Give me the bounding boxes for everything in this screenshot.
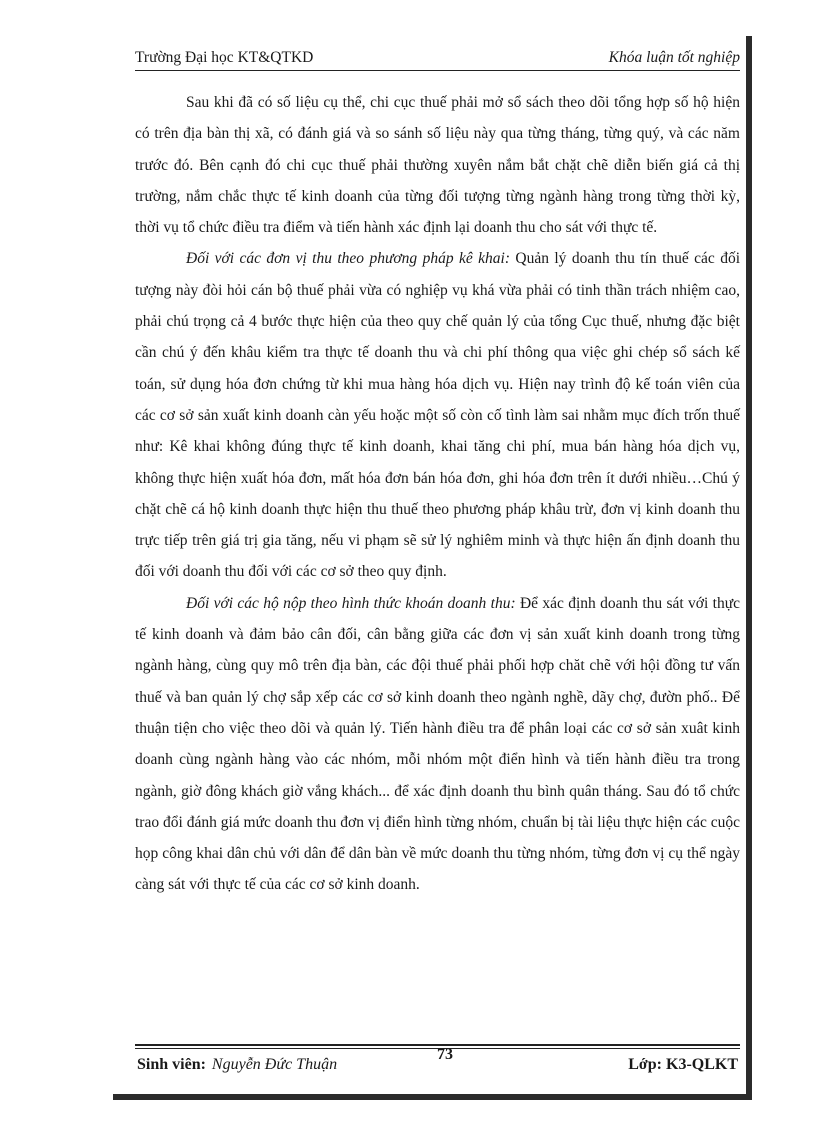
- paragraph-2-lead: Đối với các đơn vị thu theo phương pháp kê khai:: [186, 250, 510, 268]
- paragraph-2-text: Quản lý doanh thu tín thuế các đối tượng này đòi hỏi cán bộ thuế phải vừa có nghiệp vụ khá vừa phải có tinh thần trách nhiệm cao, phải chú trọng cả 4 bước thực hiện của theo quy chế quản lý của tổng Cục thuế, nhưng đặc biệt cần chú ý đến khâu kiểm tra thực tế doanh thu và chi phí thông qua việc ghi chép sổ sách kế toán, sử dụng hóa đơn chứng từ khi mua hàng hóa dịch vụ. Hiện nay trình độ kế toán viên của các cơ sở sản xuất kinh doanh càn yếu hoặc một số còn cố tình làm sai nhằm mục đích trốn thuế như: Kê khai không đúng thực tế kinh doanh, khai tăng chi phí, mua bán hàng hóa dịch vụ, không thực hiện xuất hóa đơn, mất hóa đơn bán hóa đơn, ghi hóa đơn trên ít dưới nhiều…Chú ý chặt chẽ cá hộ kinh doanh thực hiện thu thuế theo phương pháp khâu trừ, đơn vị kinh doanh thu trực tiếp trên giá trị gia tăng, nếu vi phạm sẽ sử lý nghiêm minh và thực hiện ấn định doanh thu đối với doanh thu đối với các cơ sở theo quy định.: [135, 250, 740, 581]
- paragraph-1-text: Sau khi đã có số liệu cụ thể, chi cục thuế phải mở sổ sách theo dõi tổng hợp số hộ hiện có trên địa bàn thị xã, có đánh giá và so sánh số liệu này qua từng tháng, từng quý, và các năm trước đó. Bên cạnh đó chi cục thuế phải thường xuyên nắm bắt chặt chẽ diễn biến giá cả thị trường, nắm chắc thực tế kinh doanh của từng đối tượng từng ngành hàng trong từng thời kỳ, thời vụ tổ chức điều tra điểm và tiến hành xác định lại doanh thu cho sát với thực tế.: [135, 94, 740, 237]
- paragraph-3-text: Để xác định doanh thu sát với thực tế kinh doanh và đảm bảo cân đối, cân bằng giữa các đơn vị sản xuất kinh doanh trong từng ngành hàng, cùng quy mô trên địa bàn, các đội thuế phải phối hợp chăt chẽ với hội đồng tư vấn thuế và ban quản lý chợ sắp xếp các cơ sở kinh doanh theo ngành nghề, dãy chợ, đườn phố.. Để thuận tiện cho việc theo dõi và quản lý. Tiến hành điều tra để phân loại các cơ sở sản xuât kinh doanh cùng ngành hàng vào các nhóm, mỗi nhóm một điển hình và tiến hành điều tra trong ngành, giờ đông khách giờ vắng khách... để xác định doanh thu bình quân tháng. Sau đó tổ chức trao đổi đánh giá mức doanh thu đơn vị điển hình từng nhóm, chuẩn bị tài liệu thực hiện các cuộc họp công khai dân chủ với dân để dân bàn về mức doanh thu từng nhóm, từng đơn vị cụ thể ngày càng sát với thực tế của các cơ sở kinh doanh.: [135, 594, 740, 894]
- footer-class: Lớp: K3-QLKT: [628, 1056, 738, 1073]
- page-number: 73: [437, 1046, 453, 1063]
- paragraph-2: [135, 243, 740, 587]
- footer-student-label: Sinh viên:: [137, 1056, 206, 1073]
- page-footer: [135, 1046, 740, 1080]
- header-school: Trường Đại học KT&QTKD: [135, 49, 314, 66]
- footer-student-name: Nguyễn Đức Thuận: [211, 1056, 338, 1073]
- paragraph-3: [135, 588, 740, 901]
- paragraph-1: [135, 87, 740, 243]
- page-header: [135, 46, 740, 71]
- header-doc-title: Khóa luận tốt nghiệp: [608, 49, 740, 66]
- body-text: [135, 87, 740, 901]
- footer-student: [137, 1056, 337, 1074]
- paragraph-3-lead: Đối với các hộ nộp theo hình thức khoán doanh thu:: [186, 594, 516, 612]
